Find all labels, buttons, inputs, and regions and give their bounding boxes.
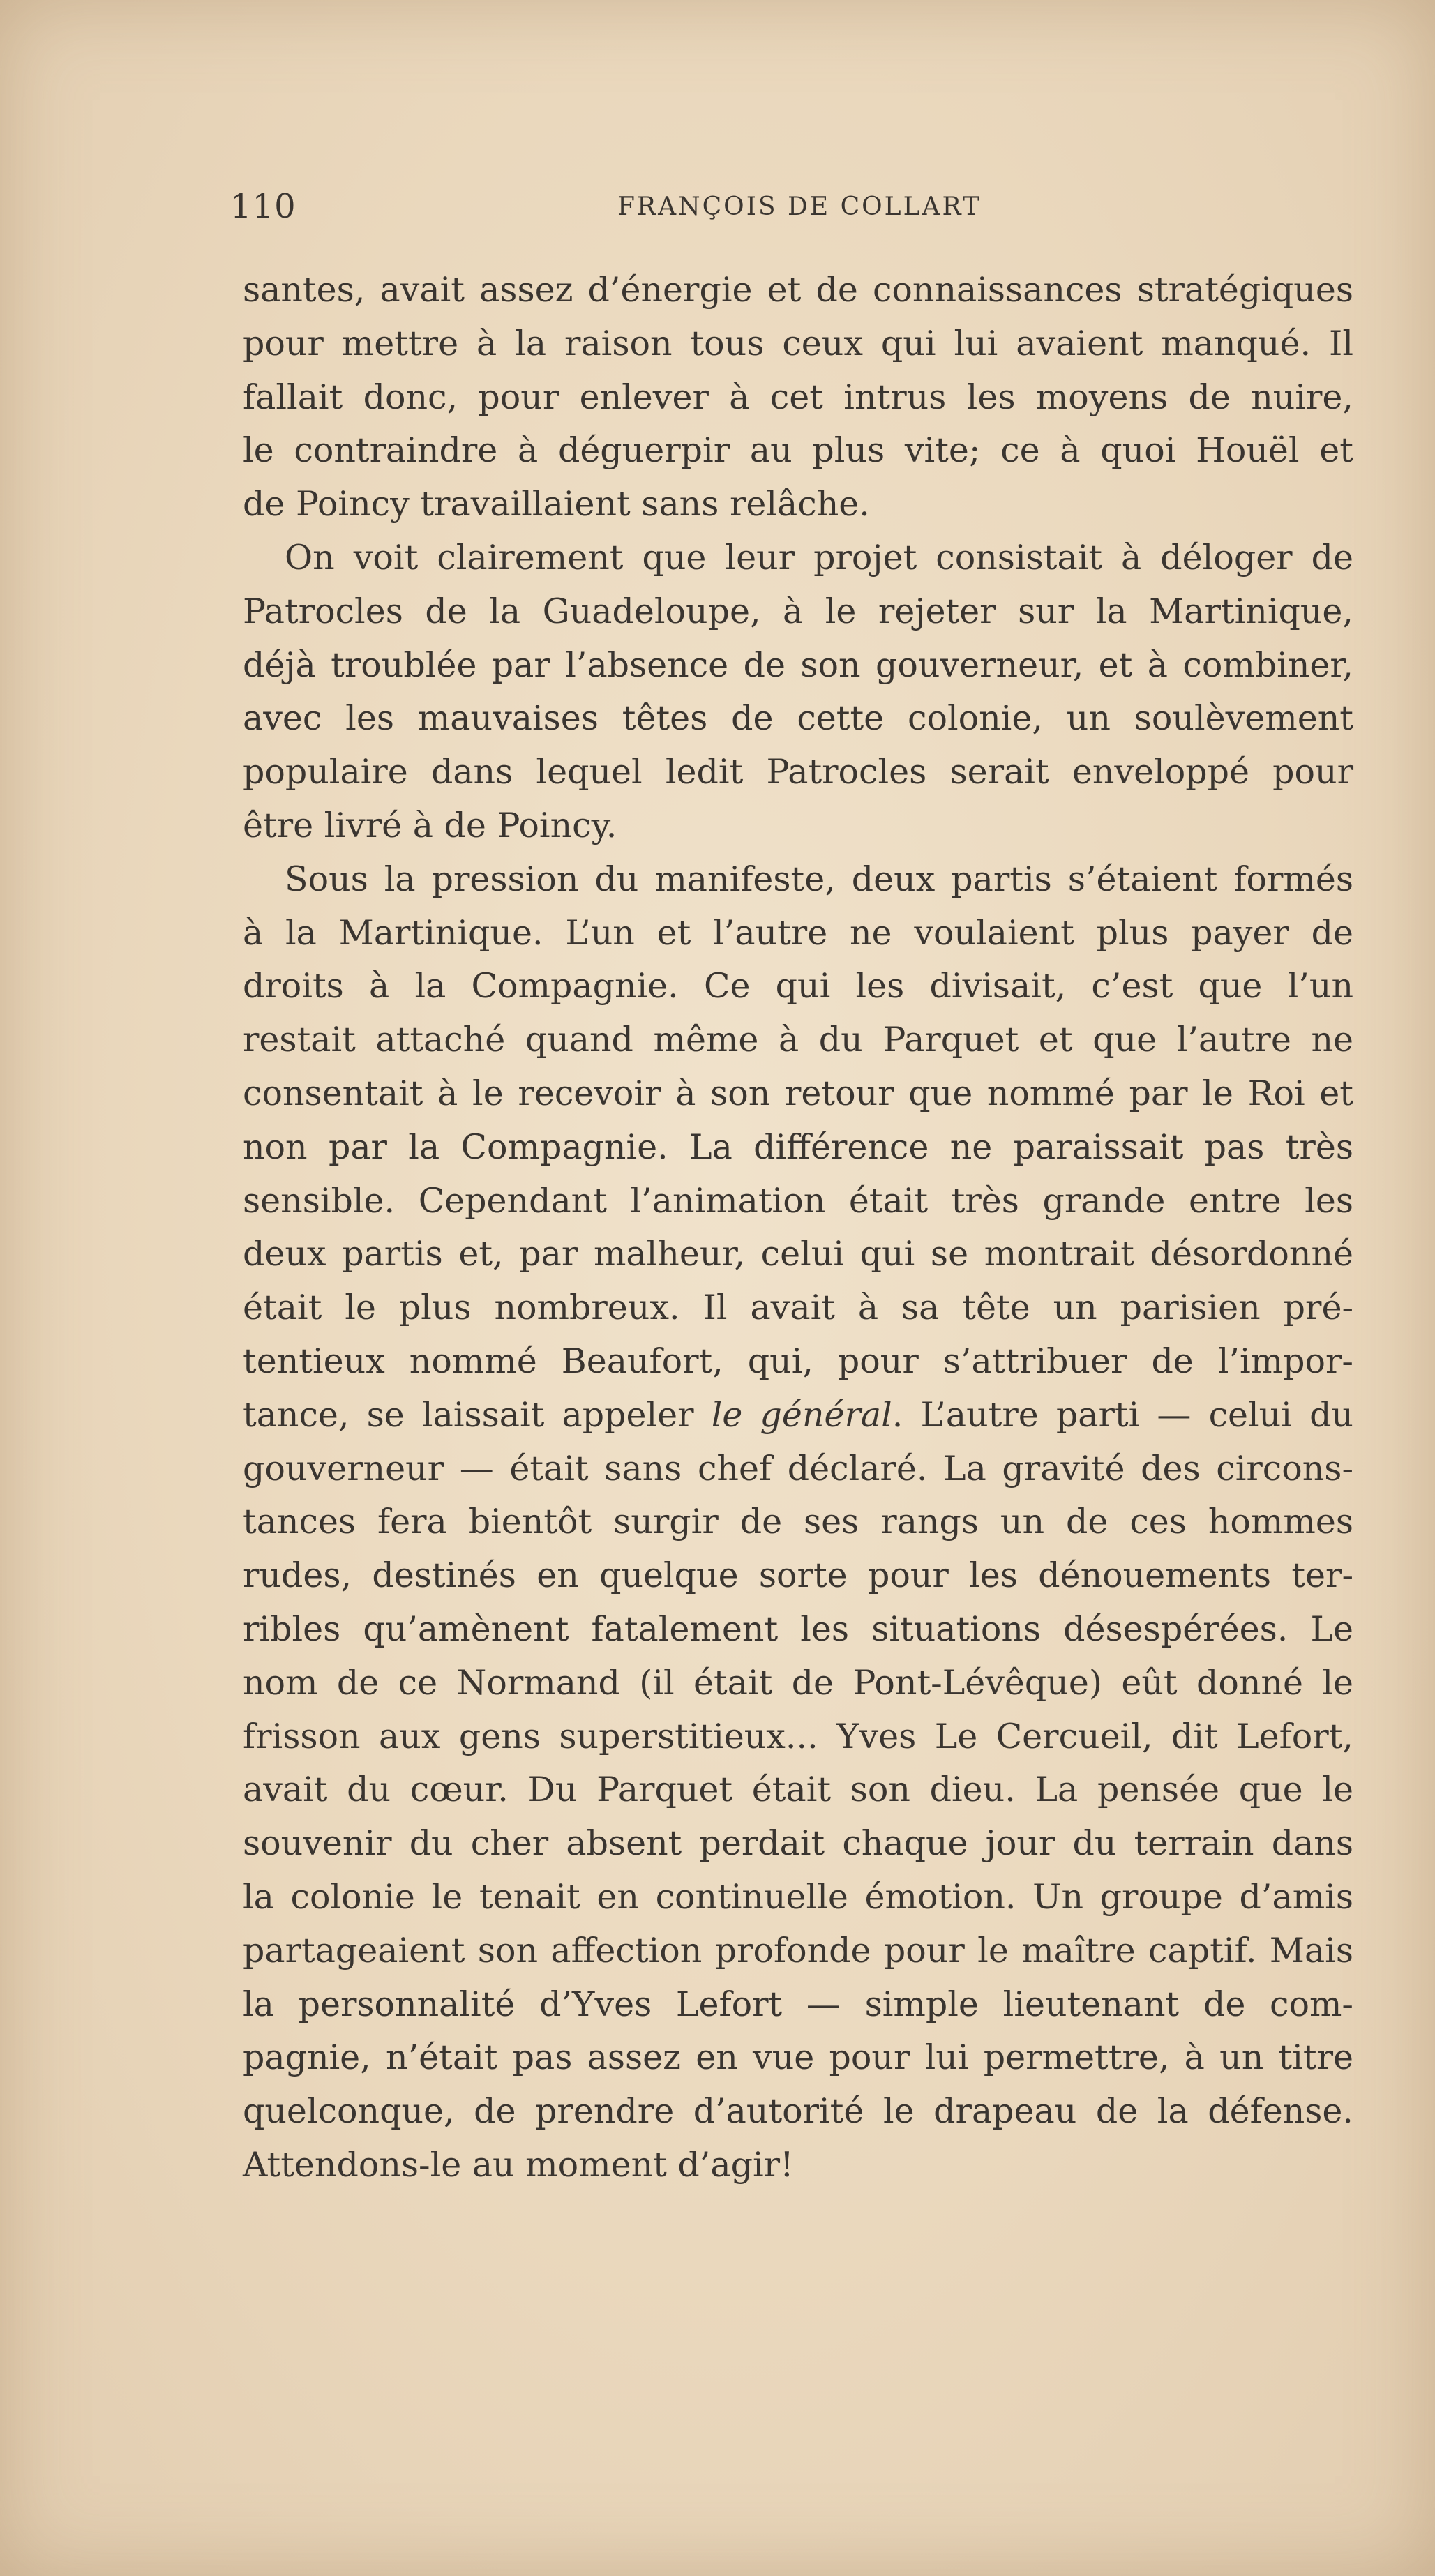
text-line: Attendons-le au moment d’agir! [243, 2144, 794, 2185]
text-line: frisson aux gens superstitieux... Yves Le Cercueil, dit Lefort, [243, 1716, 1353, 1756]
text-line: la personnalité d’Yves Lefort — simple lieutenant de com- [243, 1984, 1353, 2024]
text-line: pour mettre à la raison tous ceux qui lui avaient manqué. Il [243, 323, 1353, 363]
text-line: à la Martinique. L’un et l’autre ne voulaient plus payer de [243, 912, 1353, 953]
text-line: rudes, destinés en quelque sorte pour les dénouements ter- [243, 1556, 1353, 1596]
text-line: être livré à de Poincy. [243, 805, 617, 845]
text-line: partageaient son affection profonde pour le maître captif. Mais [243, 1930, 1353, 1971]
text-line: avait du cœur. Du Parquet était son dieu. La pensée que le [243, 1770, 1353, 1810]
text-line: le contraindre à déguerpir au plus vite; ce à quoi Houël et [243, 430, 1353, 471]
italic-term: le général [711, 1394, 892, 1435]
text-line: quelconque, de prendre d’autorité le drapeau de la défense. [243, 2091, 1353, 2132]
text-line: consentait à le recevoir à son retour que nommé par le Roi et [243, 1073, 1353, 1113]
text-line: populaire dans lequel ledit Patrocles serait enveloppé pour [243, 752, 1353, 792]
text-line: souvenir du cher absent perdait chaque jour du terrain dans [243, 1823, 1353, 1864]
text-line: droits à la Compagnie. Ce qui les divisait, c’est que l’un [243, 966, 1353, 1007]
text-line: était le plus nombreux. Il avait à sa tête un parisien pré- [243, 1288, 1353, 1328]
text-line: de Poincy travaillaient sans relâche. [243, 484, 870, 525]
text-line: gouverneur — était sans chef déclaré. La gravité des circons- [243, 1448, 1353, 1489]
text-line: deux partis et, par malheur, celui qui se montrait désordonné [243, 1234, 1353, 1274]
page-header [230, 187, 1369, 229]
text-line: ribles qu’amènent fatalement les situations désespérées. Le [243, 1609, 1353, 1649]
paragraph-start-line: On voit clairement que leur projet consistait à déloger de [285, 537, 1353, 578]
text-line: nom de ce Normand (il était de Pont-Lévêque) eût donné le [243, 1662, 1353, 1703]
text-line: tances fera bientôt surgir de ses rangs un de ces hommes [243, 1502, 1353, 1542]
text-line: avec les mauvaises têtes de cette colonie, un soulèvement [243, 698, 1353, 739]
body-text [243, 264, 1353, 2192]
text-line: fallait donc, pour enlever à cet intrus les moyens de nuire, [243, 377, 1353, 417]
text-fragment: . L’autre parti — celui du [892, 1394, 1353, 1435]
text-line: restait attaché quand même à du Parquet et que l’autre ne [243, 1020, 1353, 1060]
text-line: non par la Compagnie. La différence ne paraissait pas très [243, 1127, 1353, 1167]
text-line: pagnie, n’était pas assez en vue pour lui permettre, à un titre [243, 2038, 1353, 2078]
text-line: déjà troublée par l’absence de son gouverneur, et à combiner, [243, 645, 1353, 685]
text-line: sensible. Cependant l’animation était très grande entre les [243, 1180, 1353, 1221]
text-line: Patrocles de la Guadeloupe, à le rejeter sur la Martinique, [243, 591, 1353, 631]
text-line: santes, avait assez d’énergie et de connaissances stratégiques [243, 270, 1353, 310]
text-line: tentieux nommé Beaufort, qui, pour s’attribuer de l’impor- [243, 1341, 1353, 1381]
text-line: la colonie le tenait en continuelle émotion. Un groupe d’amis [243, 1876, 1353, 1917]
paragraph-start-line: Sous la pression du manifeste, deux partis s’étaient formés [285, 859, 1353, 899]
running-title: FRANÇOIS DE COLLART [617, 193, 982, 221]
text-line-with-italic [243, 1389, 1353, 1443]
page-number: 110 [230, 187, 296, 226]
text-fragment: tance, se laissait appeler [243, 1394, 712, 1435]
